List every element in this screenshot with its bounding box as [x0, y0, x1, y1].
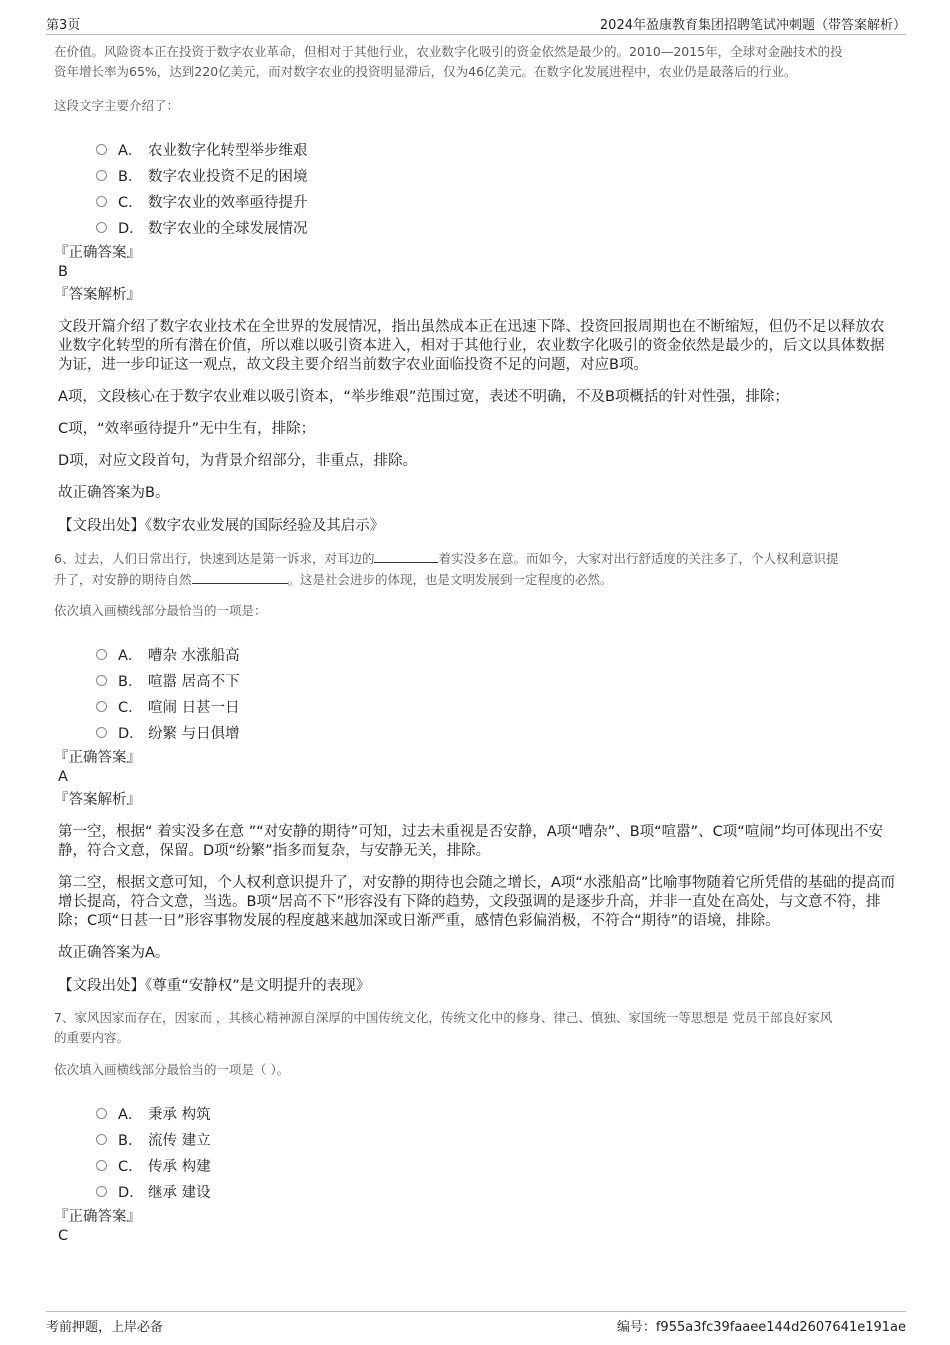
page-content	[54, 42, 898, 1246]
page-header	[46, 14, 906, 35]
q6-option-a[interactable]: A． 嘈杂 水涨船高	[96, 641, 898, 667]
q6-prompt: 依次填入画横线部分最恰当的一项是：	[54, 603, 267, 618]
q6-options	[96, 641, 898, 745]
radio-icon[interactable]	[96, 1186, 107, 1197]
document-title: 2024年盈康教育集团招聘笔试冲刺题（带答案解析）	[599, 18, 906, 33]
q5-text-line-1: 在价值。风险资本正在投资于数字农业革命，但相对于其他行业，农业数字化吸引的资金依然是最少的。2010—2015年，全球对金融技术的投	[54, 44, 843, 59]
q5-option-d[interactable]: D． 数字农业的全球发展情况	[96, 214, 898, 240]
q6-answer: A	[58, 769, 68, 785]
q6-option-d[interactable]: D． 纷繁 与日俱增	[96, 719, 898, 745]
q5-source: 【文段出处】《数字农业发展的国际经验及其启示》	[58, 518, 385, 534]
q5-analysis-a: A项，文段核心在于数字农业难以吸引资本，“举步维艰”范围过宽，表述不明确，不及B项概括的针对性强，排除；	[58, 389, 789, 405]
q7-text-line-1: 7、家风因家而存在，因家而 ，其核心精神源自深厚的中国传统文化，传统文化中的修身、律己、慎独、家国统一等思想是 党员干部良好家风	[54, 1010, 833, 1025]
q5-analysis-c: C项，“效率亟待提升”无中生有，排除；	[58, 421, 316, 437]
page-footer	[46, 1311, 906, 1334]
radio-icon[interactable]	[96, 675, 107, 686]
q6-source: 【文段出处】《尊重“安静权”是文明提升的表现》	[58, 978, 371, 994]
radio-icon[interactable]	[96, 196, 107, 207]
fill-blank-1	[374, 548, 438, 563]
q7-options	[96, 1100, 898, 1204]
q7-answer: C	[58, 1228, 69, 1244]
radio-icon[interactable]	[96, 1160, 107, 1171]
q6-analysis-blank-1: 第一空，根据“ 着实没多在意 ”“对安静的期待”可知，过去未重视是否安静，A项“嘈杂”、B项“喧嚣”、C项“喧闹”均可体现出不安静，符合文意，保留。D项“纷繁”指多而复杂，与安静无关，排除。	[58, 824, 883, 859]
radio-icon[interactable]	[96, 1134, 107, 1145]
document-id: 编号：f955a3fc39faaee144d2607641e191ae	[616, 1320, 906, 1335]
q7-prompt: 依次填入画横线部分最恰当的一项是（ ）。	[54, 1062, 290, 1077]
q6-conclusion: 故正确答案为A。	[58, 945, 170, 961]
q6-answer-label: 『正确答案』	[54, 750, 141, 766]
radio-icon[interactable]	[96, 649, 107, 660]
radio-icon[interactable]	[96, 170, 107, 181]
q5-option-c[interactable]: C． 数字农业的效率亟待提升	[96, 188, 898, 214]
q7-option-c[interactable]: C． 传承 构建	[96, 1152, 898, 1178]
q5-option-a[interactable]: A． 农业数字化转型举步维艰	[96, 136, 898, 162]
q5-analysis-label: 『答案解析』	[54, 287, 141, 303]
q6-option-c[interactable]: C． 喧闹 日甚一日	[96, 693, 898, 719]
q5-answer-label: 『正确答案』	[54, 245, 141, 261]
radio-icon[interactable]	[96, 1108, 107, 1119]
radio-icon[interactable]	[96, 701, 107, 712]
q5-analysis-paragraph: 文段开篇介绍了数字农业技术在全世界的发展情况，指出虽然成本正在迅速下降、投资回报周期也在不断缩短，但仍不足以释放农业数字化转型的所有潜在价值，所以难以吸引资本进入，相对于其他行业，农业数字化吸引的资金依然是最少的，后文以具体数据为证，进一步印证这一观点，故文段主要介绍当前数字农业面临投资不足的问题，对应B项。	[58, 319, 885, 373]
q5-analysis-d: D项，对应文段首句，为背景介绍部分，非重点，排除。	[58, 453, 418, 469]
q6-option-b[interactable]: B． 喧嚣 居高不下	[96, 667, 898, 693]
q5-prompt: 这段文字主要介绍了：	[54, 98, 180, 113]
q7-option-a[interactable]: A． 秉承 构筑	[96, 1100, 898, 1126]
radio-icon[interactable]	[96, 222, 107, 233]
radio-icon[interactable]	[96, 144, 107, 155]
footer-slogan: 考前押题，上岸必备	[46, 1320, 164, 1335]
q6-text: 6、过去，人们日常出行，快速到达是第一诉求，对耳边的 着实没多在意。而如今，大家对出行舒适度的关注多了，个人权利意识提 升了，对安静的期待自然 。这是社会进步的体现，也是文明发展到一定程度的必然。	[54, 548, 898, 590]
q7-option-b[interactable]: B． 流传 建立	[96, 1126, 898, 1152]
q5-text-line-2: 资年增长率为65%，达到220亿美元，而对数字农业的投资明显滞后，仅为46亿美元。在数字化发展进程中，农业仍是最落后的行业。	[54, 64, 797, 79]
q5-conclusion: 故正确答案为B。	[58, 485, 170, 501]
q6-analysis-blank-2: 第二空，根据文意可知，个人权利意识提升了，对安静的期待也会随之增长，A项“水涨船高”比喻事物随着它所凭借的基础的提高而增长提高，符合文意，当选。B项“居高不下”形容没有下降的趋势，文段强调的是逐步升高，并非一直处在高处，与文意不符，排除；C项“日甚一日”形容事物发展的程度越来越加深或日渐严重，感情色彩偏消极，不符合“期待”的语境，排除。	[58, 875, 895, 929]
q7-text-line-2: 的重要内容。	[54, 1030, 130, 1045]
q5-options	[96, 136, 898, 240]
q5-option-b[interactable]: B． 数字农业投资不足的困境	[96, 162, 898, 188]
fill-blank-2	[192, 569, 288, 584]
q5-answer: B	[58, 264, 68, 280]
q6-analysis-label: 『答案解析』	[54, 792, 141, 808]
q7-answer-label: 『正确答案』	[54, 1209, 141, 1225]
page-number: 第3页	[46, 18, 81, 33]
radio-icon[interactable]	[96, 727, 107, 738]
q7-option-d[interactable]: D． 继承 建设	[96, 1178, 898, 1204]
